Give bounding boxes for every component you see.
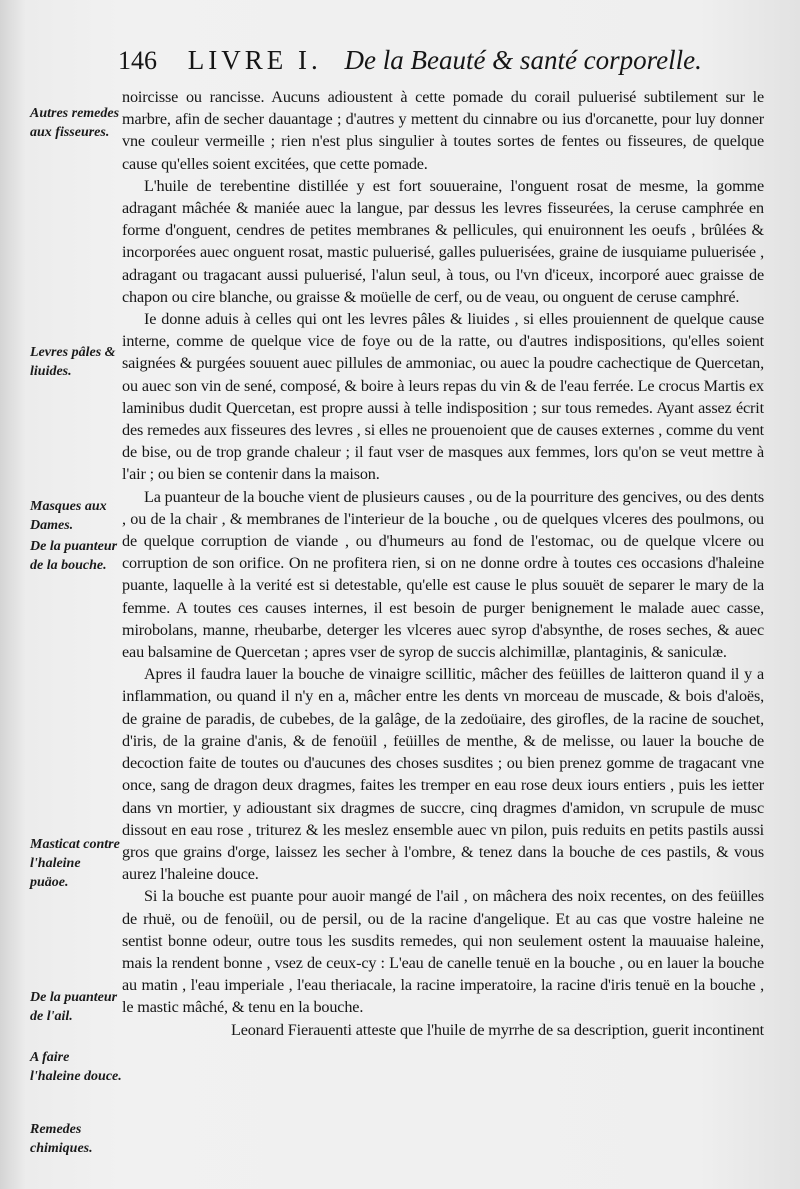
body-text xyxy=(122,86,764,1041)
margin-note-puanteur-ail: De la puanteur de l'ail. xyxy=(30,990,118,1024)
paragraph: Si la bouche est puante pour auoir mangé de l'ail , on mâchera des noix recentes, on des feüilles de rhuë, ou de fenoüil, ou de persil, ou de la racine d'angelique. Et au cas que vostre haleine ne sentist bonne odeur, outre tous les susdits remedes, qui non seulement ostent la mauuaise haleine, mais la rendent bonne , vsez de ceux-cy : L'eau de canelle tenuë en la bouche , ou en lauer la bouche au matin , l'eau imperiale , l'eau theriacale, la racine imperatoire, la racine d'iris tenuë en la bouche , le mastic mâché, & tenu en la bouche. xyxy=(122,887,764,1017)
paragraph: La puanteur de la bouche vient de plusieurs causes , ou de la pourriture des gencives, ou des dents , ou de la chair , & membranes de l'interieur de la bouche , ou de quelques vlceres des poulmons, ou de quelque corruption de viande , ou d'humeurs au fond de l'estomac, ou de quelque vlcere ou corruption de son orifice. On ne profitera rien, si on ne donne ordre à toutes ces occasions d'haleine puante, laquelle à la verité est si detestable, qu'elle est cause le plus souuët de separer le mary de la femme. A toutes ces causes internes, il est besoin de purger benignement le malade auec casse, mirobolans, manne, rheubarbe, deterger les vlceres auec syrop d'absynthe, de roses seches, & auec eau balsamine de Quercetan ; apres vser de syrop de succis alchimillæ, plantaginis, & saniculæ. xyxy=(122,487,764,662)
running-header xyxy=(118,40,778,80)
margin-note-masticat: Masticat contre l'haleine puäoe. xyxy=(30,837,120,890)
paragraph: Leonard Fierauenti atteste que l'huile de myrrhe de sa description, guerit incontinent xyxy=(230,1020,764,1039)
paragraph: noircisse ou rancisse. Aucuns adioustent à cette pomade du corail puluerisé subtilement sur le marbre, afin de secher dauantage ; d'autres y mettent du cinnabre ou ius d'orcanette, pour luy donner vne couleur vermeille ; rien n'est plus singulier à toutes sortes de fentes ou fisseures, de quelque cause qu'elles soient excitées, que cette pomade. xyxy=(122,88,764,173)
margin-note-puanteur-bouche: De la puanteur de la bouche. xyxy=(30,539,118,573)
page-number: 146 xyxy=(118,46,157,75)
paragraph: Apres il faudra lauer la bouche de vinaigre scillitic, mâcher des feüilles de laitteron quand il y a inflammation, ou quand il n'y en a, mâcher entre les dents vn morceau de muscade, & bois d'aloës, de graine de paradis, de cubebes, de la galâge, de la zedoüaire, des girofles, de la racine de souchet, d'iris, de la graine d'anis, & de fenoüil , feüilles de menthe, & de melisse, ou lauer la bouche de decoction faite de toutes ou d'aucunes des choses susdites ; ou bien prenez gomme de tragacant vne once, sang de dragon deux dragmes, faites les tremper en eau rose deux iours entiers , puis les ietter dans vn mortier, y adioustant six dragmes de succre, cinq dragmes d'amidon, vn scrupule de musc dissout en eau rose , triturez & les meslez ensemble auec vn pilon, puis reduits en petits pastils aussi gros que grains d'orge, laissez les secher à l'ombre, & tenez dans la bouche de ces pastils, & vous aurez l'haleine douce. xyxy=(122,665,764,884)
paragraph: L'huile de terebentine distillée y est fort souueraine, l'onguent rosat de mesme, la gomme adragant mâchée & maniée auec la langue, par dessus les levres fisseurées, la ceruse camphrée en forme d'onguent, cendres de petites membranes & pellicules, qui enuironnent les oeufs , brûlées & incorporées auec onguent rosat, mastic puluerisé, galles puluerisées, graine de iusquiame puluerisée , adragant ou tragacant aussi puluerisé, l'alun seul, à tous, ou l'vn d'iceux, incorporé auec graisse de chapon ou cire blanche, ou graisse & moüelle de cerf, ou de veau, ou onguent de ceruse camphré. xyxy=(122,176,764,306)
margin-note-haleine-douce: A faire l'haleine douce. xyxy=(30,1050,122,1084)
margin-note-levres: Levres pâles & liuides. xyxy=(30,345,116,379)
running-title: De la Beauté & santé corporelle. xyxy=(344,45,702,75)
margin-note-fisseures: Autres remedes aux fisseures. xyxy=(30,106,120,140)
margin-note-masques: Masques aux Dames. xyxy=(30,499,107,533)
book-label: LIVRE I. xyxy=(187,45,322,75)
paragraph: Ie donne aduis à celles qui ont les levres pâles & liuides , si elles prouiennent de quelque cause interne, comme de quelque vice de foye ou de la ratte, ou d'autres indispositions, qu'elles soient saignées & purgées souuent auec pillules de ammoniac, ou auec la poudre cachectique de Quercetan, ou auec son vin de sené, composé, & boire à leurs repas du vin & de l'eau ferrée. Le crocus Martis ex laminibus dudit Quercetan, est propre aussi à telle indisposition ; sur tous remedes. Ayant assez écrit des remedes aux fisseures des levres , si elles ne prouenoient que de causes externes , comme du vent de bise, ou de trop grande chaleur ; il faut vser de masques aux femmes, lors qu'on se veut mettre à l'air ; ou bien se contenir dans la maison. xyxy=(122,310,764,484)
margin-note-remedes-chimiques: Remedes chimiques. xyxy=(30,1122,93,1156)
